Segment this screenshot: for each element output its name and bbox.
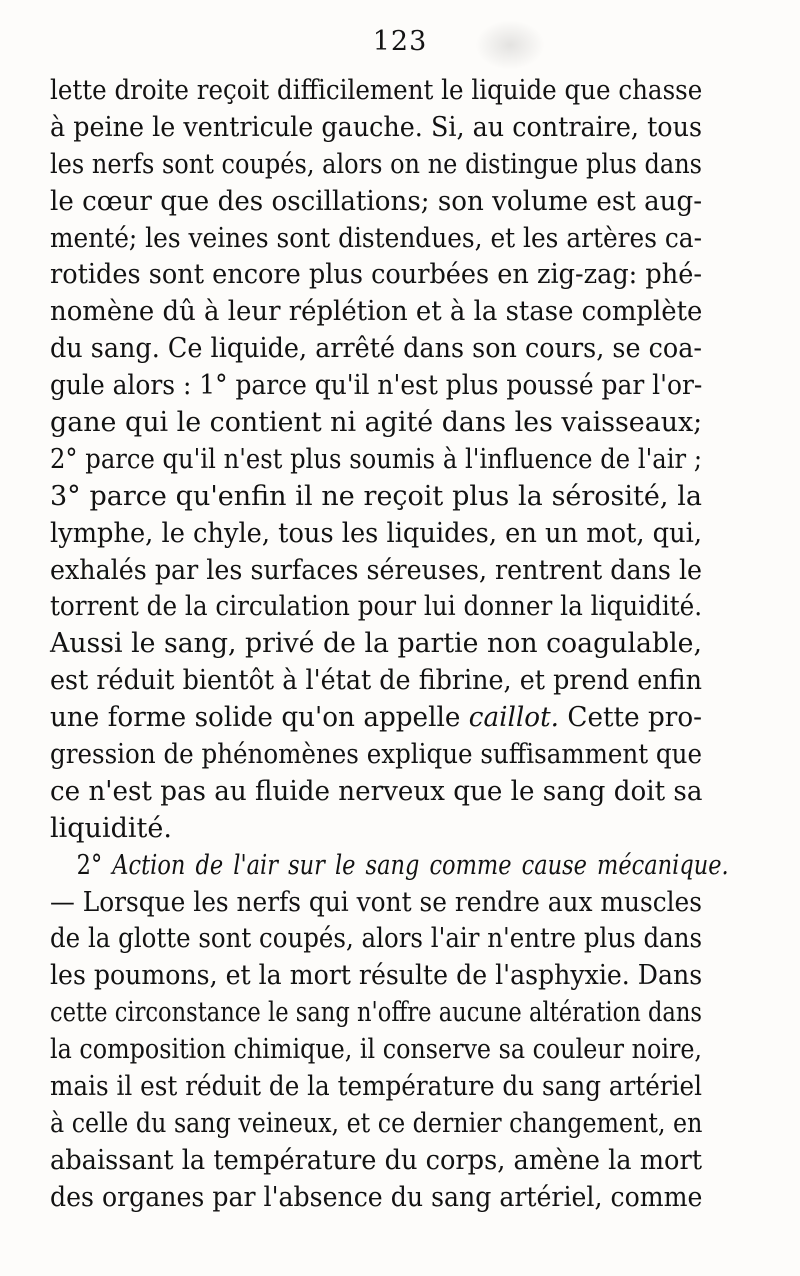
section-number: 2° — [76, 849, 103, 881]
text-line: lette droite reçoit difficilement le liquide que chasse — [50, 75, 703, 106]
text-line: menté; les veines sont distendues, et les artères ca- — [50, 222, 702, 254]
text-line: les poumons, et la mort résulte de l'asphyxie. Dans — [50, 960, 703, 992]
text-line: — Lorsque les nerfs qui vont se rendre aux muscles — [50, 886, 702, 918]
text-line: abaissant la température du corps, amène la mort — [50, 1144, 703, 1176]
text-line-with-italic — [50, 700, 702, 737]
text-line: cette circonstance le sang n'offre aucune altération dans — [50, 997, 703, 1029]
text-run: une forme solide qu'on appelle — [50, 702, 469, 734]
text-line: la composition chimique, il conserve sa couleur noire, — [50, 1034, 703, 1066]
text-line: 3° parce qu'enfin il ne reçoit plus la sérosité, la — [50, 480, 702, 512]
section-heading — [50, 848, 729, 885]
text-line: exhalés par les surfaces séreuses, rentrent dans le — [50, 554, 703, 586]
text-line: mais il est réduit de la température du sang artériel — [50, 1071, 703, 1103]
page-number: 123 — [372, 26, 428, 57]
text-run: Cette pro- — [558, 702, 703, 734]
text-line: lymphe, le chyle, tous les liquides, en un mot, qui, — [50, 517, 702, 549]
text-line: des organes par l'absence du sang artériel, comme — [50, 1181, 703, 1213]
text-line: Aussi le sang, privé de la partie non coagulable, — [50, 628, 703, 660]
text-line: gane qui le contient ni agité dans les vaisseaux; — [50, 407, 703, 439]
text-line: est réduit bientôt à l'état de fibrine, et prend enfin — [50, 665, 702, 697]
text-line: ce n'est pas au fluide nerveux que le sang doit sa — [50, 775, 703, 807]
text-line: torrent de la circulation pour lui donner la liquidité. — [50, 591, 703, 623]
page-body-text — [50, 73, 729, 1217]
text-line: gression de phénomènes explique suffisamment que — [50, 739, 702, 771]
text-line: le cœur que des oscillations; son volume est aug- — [50, 185, 703, 217]
text-line: nomène dû à leur réplétion et à la stase complète — [50, 296, 703, 328]
text-line: 2° parce qu'il n'est plus soumis à l'influence de l'air ; — [50, 443, 703, 475]
text-line: à peine le ventricule gauche. Si, au contraire, tous — [50, 111, 702, 143]
text-line: à celle du sang veineux, et ce dernier changement, en — [50, 1107, 703, 1139]
text-line: les nerfs sont coupés, alors on ne distingue plus dans — [50, 148, 703, 180]
section-title: Action de l'air sur le sang comme cause mécanique. — [112, 849, 729, 881]
text-line: rotides sont encore plus courbées en zig-zag: phé- — [50, 259, 703, 291]
paragraph-last-line: liquidité. — [50, 812, 172, 844]
italic-term: caillot. — [468, 702, 559, 734]
text-line: gule alors : 1° parce qu'il n'est plus poussé par l'or- — [50, 370, 703, 402]
text-line: du sang. Ce liquide, arrêté dans son cours, se coa- — [50, 333, 703, 365]
text-line: de la glotte sont coupés, alors l'air n'entre plus dans — [50, 923, 703, 955]
